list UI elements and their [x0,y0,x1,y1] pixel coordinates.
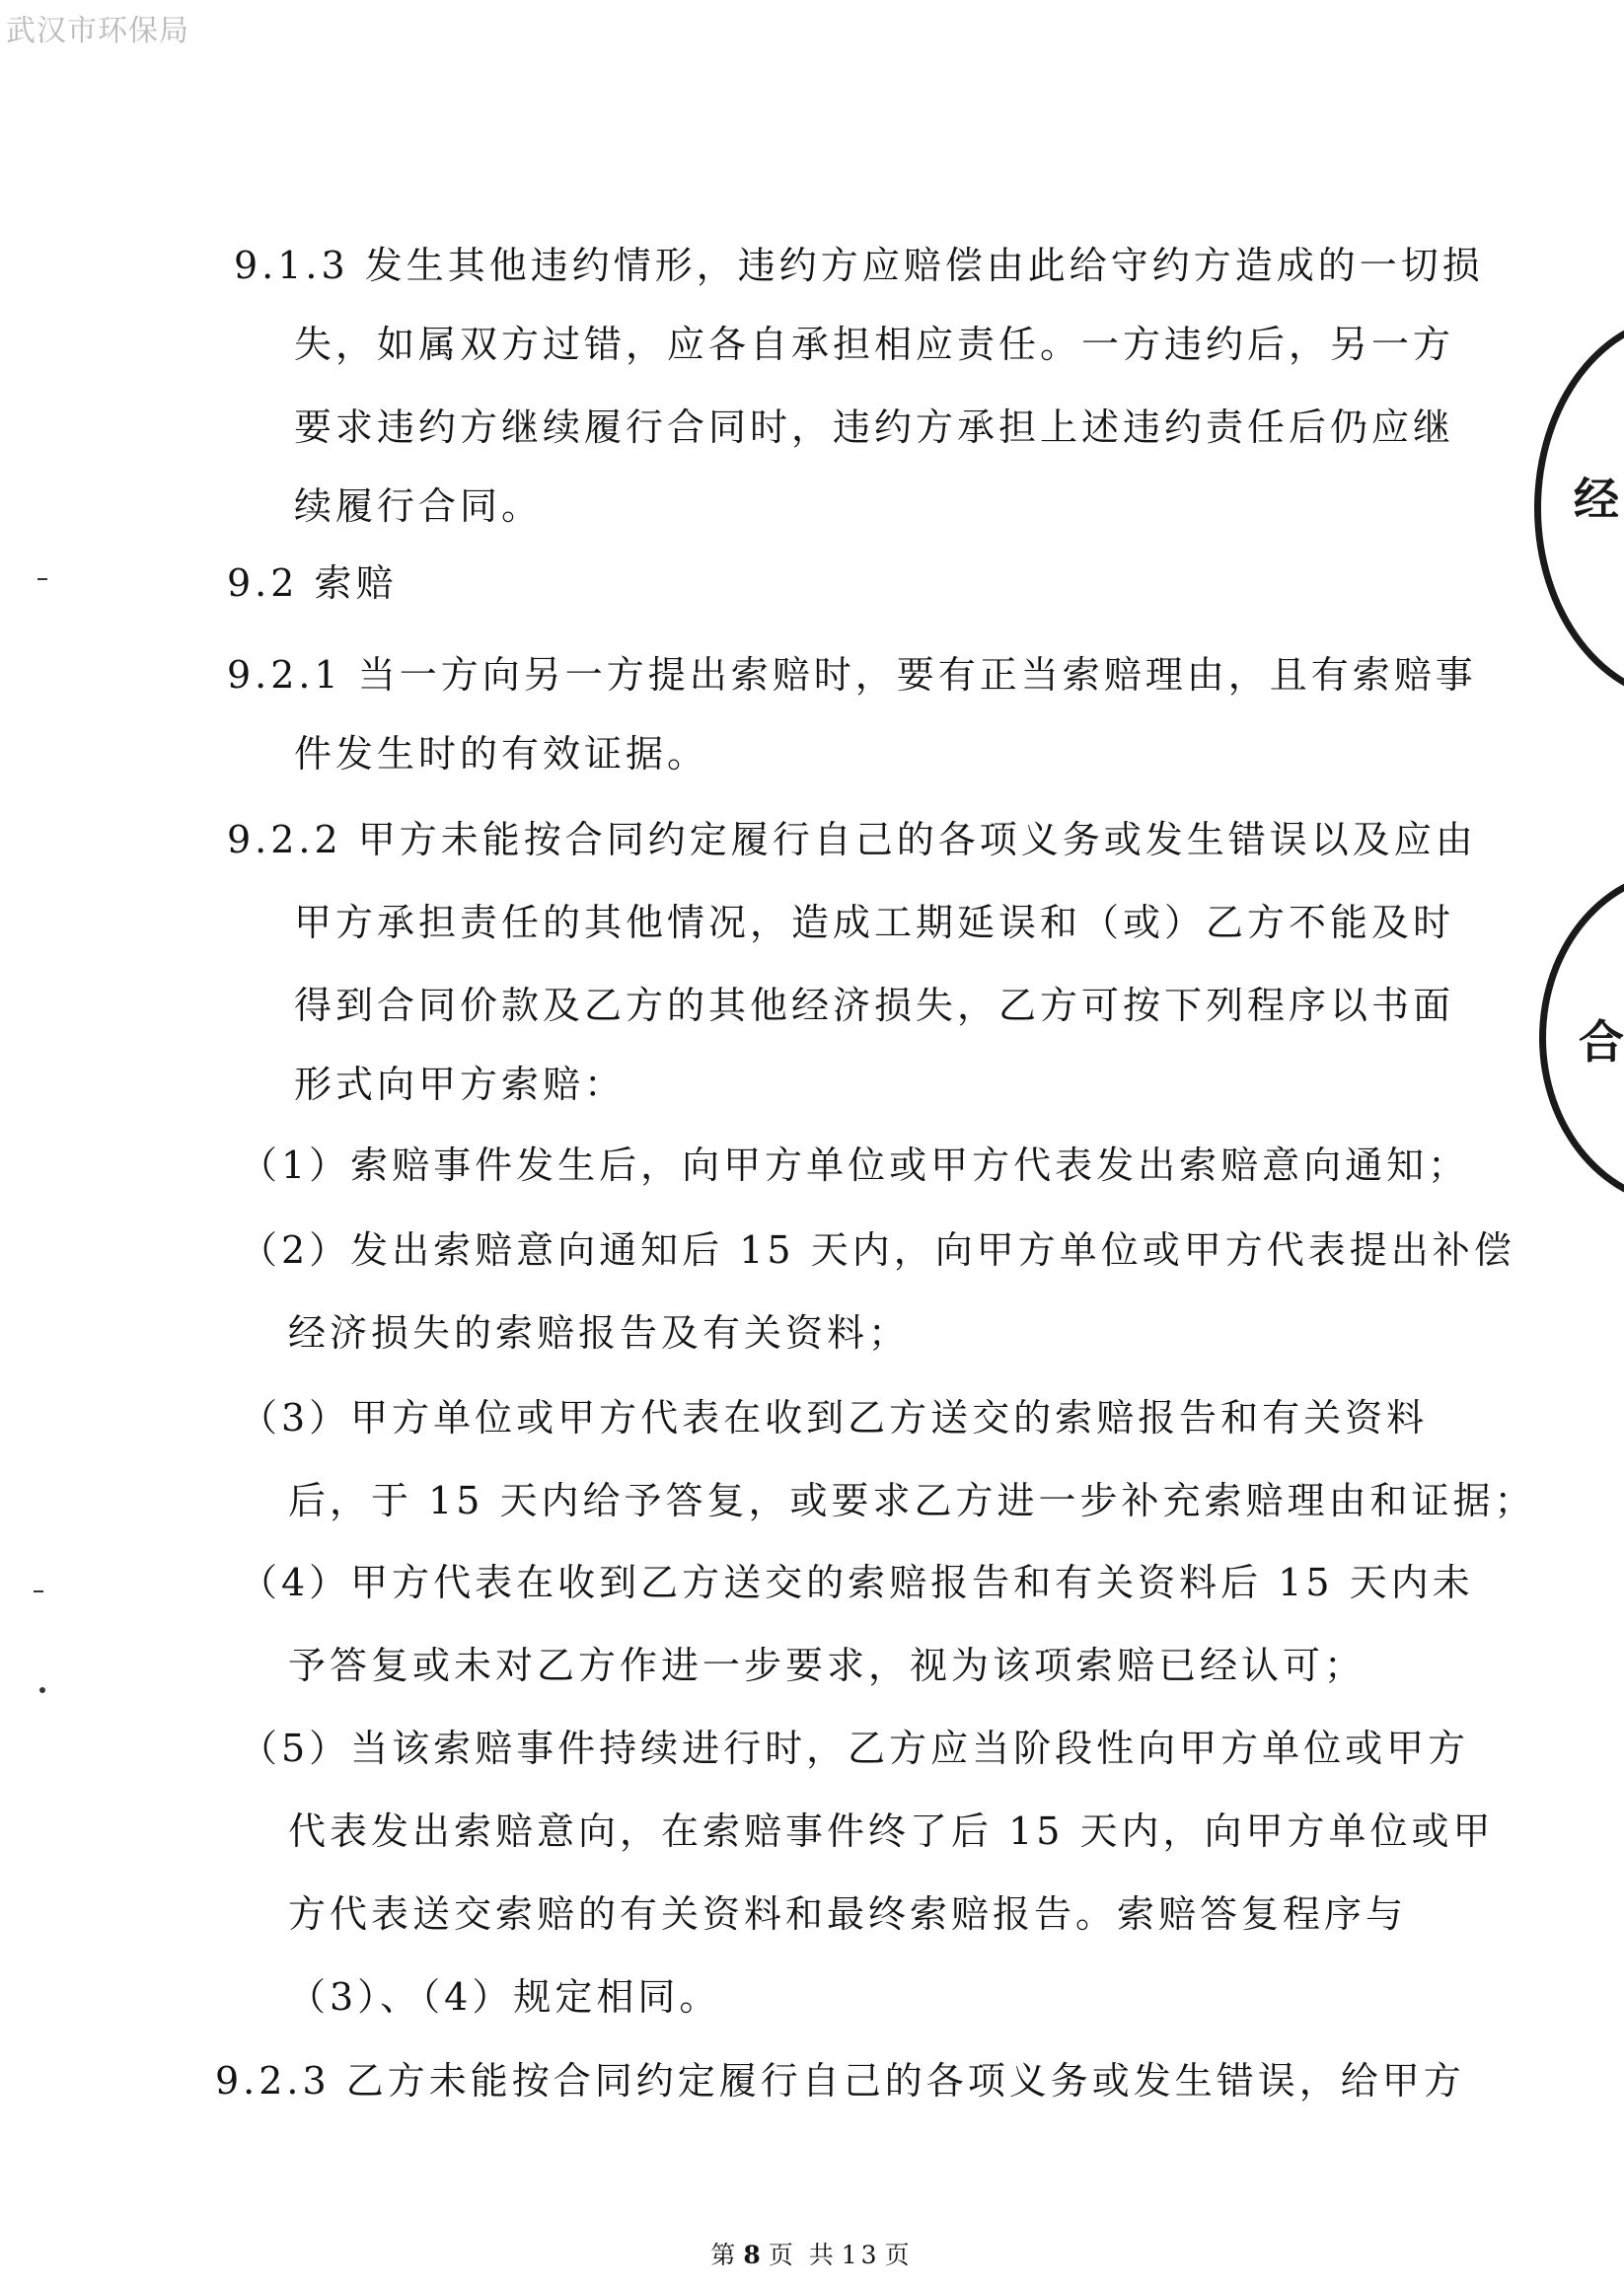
list-item: （5）当该索赔事件持续进行时，乙方应当阶段性向甲方单位或甲方 [240,1727,1470,1770]
list-item: （3）甲方单位或甲方代表在收到乙方送交的索赔报告和有关资料 [240,1396,1429,1440]
text-line: 形式向甲方索赔： [294,1063,627,1106]
text-line: 9.2.2 甲方未能按合同约定履行自己的各项义务或发生错误以及应由 [227,818,1477,861]
text-line: 9.2.1 当一方向另一方提出索赔时，要有正当索赔理由，且有索赔事 [227,653,1477,697]
text-line: 9.2.3 乙方未能按合同约定履行自己的各项义务或发生错误，给甲方 [215,2059,1465,2103]
text-line: 方代表送交索赔的有关资料和最终索赔报告。索赔答复程序与 [288,1892,1408,1936]
list-item: （4）甲方代表在收到乙方送交的索赔报告和有关资料后 15 天内未 [240,1561,1474,1604]
text-line: （3）、（4）规定相同。 [288,1975,721,2019]
section-heading: 9.2 索赔 [227,561,398,605]
list-item: （1）索赔事件发生后，向甲方单位或甲方代表发出索赔意向通知； [240,1144,1470,1187]
text-line: 得到合同价款及乙方的其他经济损失，乙方可按下列程序以书面 [294,984,1455,1027]
page-footer: 第 8 页 共 13 页 [710,2241,914,2269]
text-line: 后，于 15 天内给予答复，或要求乙方进一步补充索赔理由和证据； [288,1479,1536,1522]
scan-speck [39,1687,45,1693]
text-line: 9.1.3 发生其他违约情形，违约方应赔偿由此给守约方造成的一切损 [234,244,1484,287]
text-line: 要求违约方继续履行合同时，违约方承担上述违约责任后仍应继 [294,406,1455,449]
scan-speck [34,1590,43,1592]
text-line: 件发生时的有效证据。 [294,732,709,775]
text-line: 予答复或未对乙方作进一步要求，视为该项索赔已经认可； [288,1644,1366,1687]
seal-text: 合 [1579,1015,1624,1069]
text-line: 续履行合同。 [294,484,544,528]
scan-speck [37,578,47,580]
text-line: 甲方承担责任的其他情况，造成工期延误和（或）乙方不能及时 [294,901,1455,944]
text-line: 失，如属双方过错，应各自承担相应责任。一方违约后，另一方 [294,323,1455,366]
list-item: （2）发出索赔意向通知后 15 天内，向甲方单位或甲方代表提出补偿 [240,1228,1515,1272]
watermark: 武汉市环保局 [6,14,189,48]
seal-text: 经 [1574,473,1619,526]
text-line: 代表发出索赔意向，在索赔事件终了后 15 天内，向甲方单位或甲 [288,1809,1495,1853]
text-line: 经济损失的索赔报告及有关资料； [288,1311,911,1355]
